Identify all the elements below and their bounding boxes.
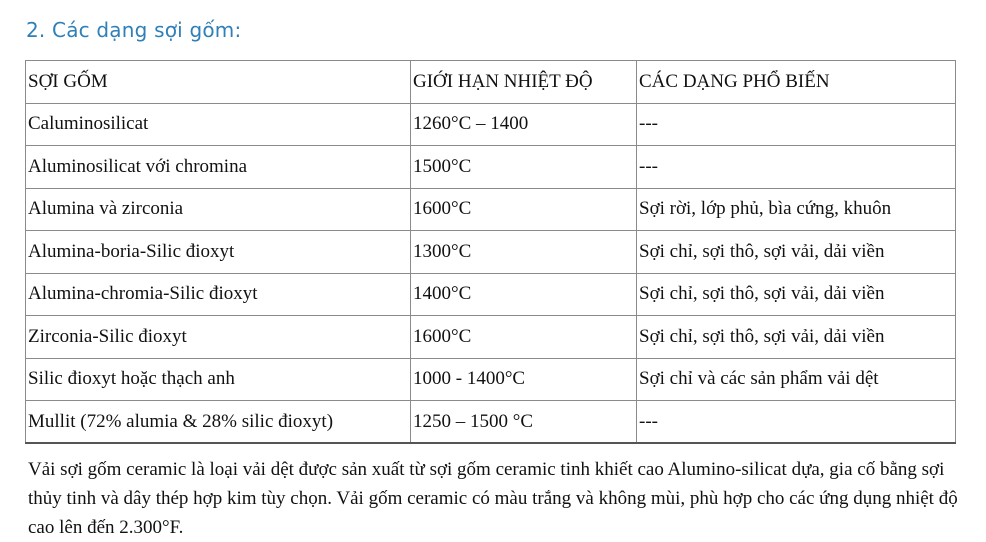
table-row — [26, 358, 956, 401]
ceramic-fiber-table — [25, 60, 956, 444]
cell-temperature: 1300°C — [411, 231, 637, 274]
table-header-row — [26, 61, 956, 104]
header-temperature-limit: GIỚI HẠN NHIỆT ĐỘ — [411, 61, 637, 104]
cell-temperature: 1260°C – 1400 — [411, 103, 637, 146]
cell-forms: Sợi chỉ, sợi thô, sợi vải, dải viền — [637, 273, 956, 316]
cell-fiber: Aluminosilicat với chromina — [26, 146, 411, 189]
cell-forms: --- — [637, 103, 956, 146]
cell-temperature: 1400°C — [411, 273, 637, 316]
cell-forms: --- — [637, 146, 956, 189]
cell-fiber: Silic điоxyt hoặc thạch anh — [26, 358, 411, 401]
cell-forms: Sợi chỉ, sợi thô, sợi vải, dải viền — [637, 316, 956, 359]
cell-fiber: Zirconia-Silic điоxyt — [26, 316, 411, 359]
table-row — [26, 188, 956, 231]
table-row — [26, 401, 956, 444]
cell-fiber: Alumina-boria-Silic đioxyt — [26, 231, 411, 274]
cell-temperature: 1600°C — [411, 188, 637, 231]
cell-temperature: 1500°C — [411, 146, 637, 189]
section-heading: 2. Các dạng sợi gốm: — [26, 18, 242, 42]
cell-fiber: Alumina và zirconia — [26, 188, 411, 231]
cell-temperature: 1000 - 1400°C — [411, 358, 637, 401]
cell-fiber: Mullit (72% alumia & 28% silic điоxyt) — [26, 401, 411, 444]
cell-fiber: Alumina-chromia-Silic điоxyt — [26, 273, 411, 316]
cell-temperature: 1600°C — [411, 316, 637, 359]
header-common-forms: CÁC DẠNG PHỔ BIẾN — [637, 61, 956, 104]
header-fiber: SỢI GỐM — [26, 61, 411, 104]
description-paragraph: Vải sợi gốm ceramic là loại vải dệt được sản xuất từ sợi gốm ceramic tinh khiết cao Alumino-silicat dựa, gia cố bằng sợi thủy tinh và dây thép hợp kim tùy chọn. Vải gốm ceramic có màu trắng và không mùi, phù hợp cho các ứng dụng nhiệt độ cao lên đến 2.300°F. — [28, 459, 958, 538]
table-row — [26, 231, 956, 274]
table-row — [26, 103, 956, 146]
cell-forms: Sợi rời, lớp phủ, bìa cứng, khuôn — [637, 188, 956, 231]
cell-forms: --- — [637, 401, 956, 444]
cell-forms: Sợi chỉ, sợi thô, sợi vải, dải viền — [637, 231, 956, 274]
table-row — [26, 146, 956, 189]
table-row — [26, 273, 956, 316]
cell-temperature: 1250 – 1500 °C — [411, 401, 637, 444]
table-row — [26, 316, 956, 359]
cell-forms: Sợi chỉ và các sản phẩm vải dệt — [637, 358, 956, 401]
cell-fiber: Caluminosilicat — [26, 103, 411, 146]
